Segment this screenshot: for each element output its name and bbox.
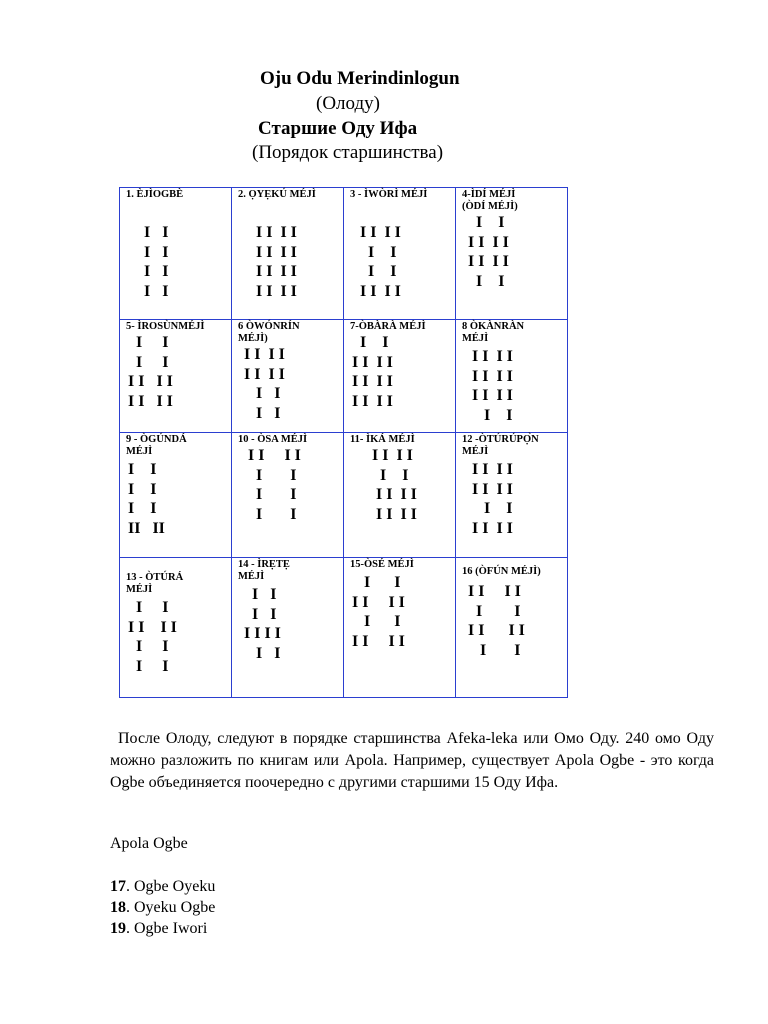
odu-cell-label: 2. ỌYẸKÚ MÉJÌ	[238, 189, 316, 200]
odu-marks: I I I I I I I I I I I I	[352, 574, 405, 650]
odu-cell-label: 9 - ÒGÚNDÁ MÉJÌ	[126, 434, 187, 457]
list-item-number: 18	[110, 899, 126, 916]
odu-cell-label: 14 - ÌRẸTẸ MÉJÌ	[238, 559, 290, 582]
list-item-text: . Ogbe Iwori	[126, 920, 208, 937]
odu-cell-label: 16 (ÒFÚN MÉJÌ)	[462, 566, 541, 577]
odu-cell	[344, 188, 456, 320]
odu-cell-label: 12 -ÒTÚRÚPỌ̀N MÉJÌ	[462, 434, 539, 457]
odu-marks: I I I I I I I I I I I I I I	[472, 348, 513, 424]
section-subheading: (Порядок старшинства)	[252, 142, 444, 163]
odu-cell	[232, 433, 344, 558]
odu-marks: I I I I I I I I I I I I	[468, 583, 525, 659]
odu-cell	[120, 188, 232, 320]
odu-cell	[456, 188, 568, 320]
odu-cell-label: 10 - ÒSA MÉJÌ	[238, 434, 308, 445]
odu-cell	[344, 433, 456, 558]
odu-cell-label: 6 ÒWÓNRÍN MÉJÌ)	[238, 321, 300, 344]
odu-cell	[456, 433, 568, 558]
odu-cell	[120, 433, 232, 558]
odu-seniority-table	[119, 187, 568, 698]
odu-marks: I I I I I I I I I I I I I I	[352, 334, 393, 410]
odu-marks: I I I I I I I I I I I I I I	[372, 447, 417, 523]
odu-marks: I I I I I I I I I I	[244, 586, 281, 662]
odu-marks: I I I I I I II II	[128, 461, 165, 537]
odu-marks: I I I I I I I I I I I I I I I I	[256, 224, 297, 300]
odu-cell-label: 15-ÒSÉ MÉJÌ	[350, 559, 414, 570]
body-paragraph: После Олоду, следуют в порядке старшинства Afeka-leka или Омо Оду. 240 омо Оду можно разложить по книгам или Apola. Например, существует Apola Ogbe - это когда Ogbe объединяется поочередно с другими старшими 15 Оду Ифа.	[110, 730, 714, 791]
odu-marks: I I I I I I I I	[144, 224, 169, 300]
odu-cell-label: 8 ÒKÀNRÀN MÉJÌ	[462, 321, 525, 344]
odu-cell	[232, 320, 344, 433]
apola-title: Apola Ogbe	[110, 835, 188, 852]
section-heading: Старшие Оду Ифа	[258, 118, 418, 139]
table-row	[120, 433, 568, 558]
table-row	[120, 558, 568, 698]
odu-cell-label: 11- ÌKÁ MÉJÌ	[350, 434, 415, 445]
odu-marks: I I I I I I I I I I I I	[128, 334, 173, 410]
list-item-text: . Ogbe Oyeku	[126, 878, 216, 895]
odu-marks: I I I I I I I I I I I I	[244, 346, 285, 422]
odu-marks: I I I I I I I I I I	[128, 599, 177, 675]
odu-cell	[232, 188, 344, 320]
table-row	[120, 320, 568, 433]
odu-cell-label: 3 - ÌWÒRÌ MÉJÌ	[350, 189, 428, 200]
odu-cell	[344, 320, 456, 433]
table-row	[120, 188, 568, 320]
list-item-number: 19	[110, 920, 126, 937]
odu-cell	[120, 320, 232, 433]
odu-marks: I I I I I I I I I I	[248, 447, 301, 523]
odu-cell	[120, 558, 232, 698]
list-item-number: 17	[110, 878, 126, 895]
odu-cell-label: 4-ÌDÍ MÉJÌ (ÒDÍ MÉJÌ)	[462, 189, 518, 212]
odu-cell-label: 7-ÒBÀRÀ MÉJÌ	[350, 321, 426, 332]
list-item-text: . Oyeku Ogbe	[126, 899, 216, 916]
list-item	[110, 897, 215, 918]
odu-cell	[456, 558, 568, 698]
odu-marks: I I I I I I I I I I I I	[468, 214, 509, 290]
odu-cell-label: 5- ÌROSÙNMÉJÌ	[126, 321, 205, 332]
odu-cell-label: 1. ÈJÌOGBÈ	[126, 189, 184, 200]
odu-marks: I I I I I I I I I I I I I I	[472, 461, 513, 537]
odu-marks: I I I I I I I I I I I I	[360, 224, 401, 300]
odu-cell	[344, 558, 456, 698]
document-subtitle: (Олоду)	[316, 93, 380, 114]
odu-list	[110, 876, 215, 939]
document-title: Oju Odu Merindinlogun	[260, 68, 460, 89]
list-item	[110, 876, 215, 897]
odu-cell	[456, 320, 568, 433]
odu-cell-label: 13 - ÒTÚRÁ MÉJÌ	[126, 572, 184, 595]
list-item	[110, 918, 215, 939]
odu-cell	[232, 558, 344, 698]
